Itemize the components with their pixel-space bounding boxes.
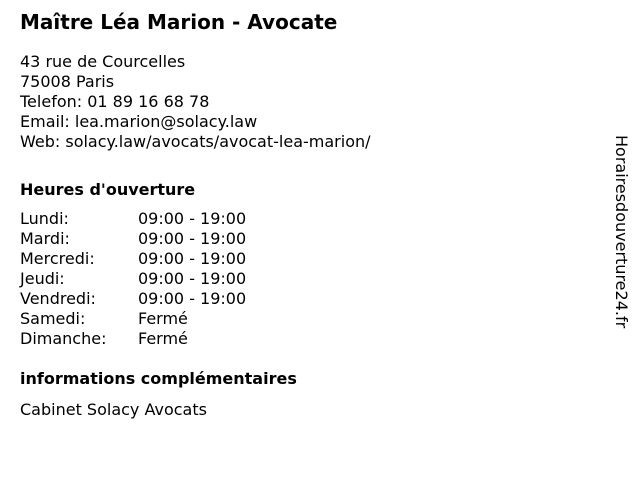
hours-day: Dimanche: <box>20 329 107 348</box>
site-brand-vertical: Horairesdouverture24.fr <box>612 135 631 329</box>
hours-day: Mardi: <box>20 229 70 248</box>
address-city: 75008 Paris <box>20 72 115 91</box>
info-heading: informations complémentaires <box>20 369 297 388</box>
phone-line: Telefon: 01 89 16 68 78 <box>20 92 210 111</box>
hours-day: Vendredi: <box>20 289 96 308</box>
hours-row <box>20 289 590 309</box>
email-line: Email: lea.marion@solacy.law <box>20 112 258 131</box>
info-text: Cabinet Solacy Avocats <box>20 400 207 419</box>
hours-day: Jeudi: <box>20 269 65 288</box>
page-title: Maître Léa Marion - Avocate <box>20 10 338 34</box>
hours-row <box>20 269 590 289</box>
contact-block <box>20 52 590 152</box>
hours-heading: Heures d'ouverture <box>20 180 196 199</box>
hours-table <box>20 209 590 349</box>
hours-day: Mercredi: <box>20 249 95 268</box>
web-line: Web: solacy.law/avocats/avocat-lea-marion/ <box>20 132 371 151</box>
hours-row <box>20 209 590 229</box>
hours-time: 09:00 - 19:00 <box>138 249 247 268</box>
hours-day: Samedi: <box>20 309 86 328</box>
hours-row <box>20 329 590 349</box>
hours-row <box>20 229 590 249</box>
hours-time: Fermé <box>138 309 188 328</box>
hours-time: 09:00 - 19:00 <box>138 269 247 288</box>
hours-row <box>20 249 590 269</box>
hours-row <box>20 309 590 329</box>
hours-time: 09:00 - 19:00 <box>138 209 247 228</box>
hours-time: 09:00 - 19:00 <box>138 229 247 248</box>
hours-time: Fermé <box>138 329 188 348</box>
hours-time: 09:00 - 19:00 <box>138 289 247 308</box>
address-street: 43 rue de Courcelles <box>20 52 186 71</box>
hours-day: Lundi: <box>20 209 69 228</box>
business-card <box>20 9 590 420</box>
